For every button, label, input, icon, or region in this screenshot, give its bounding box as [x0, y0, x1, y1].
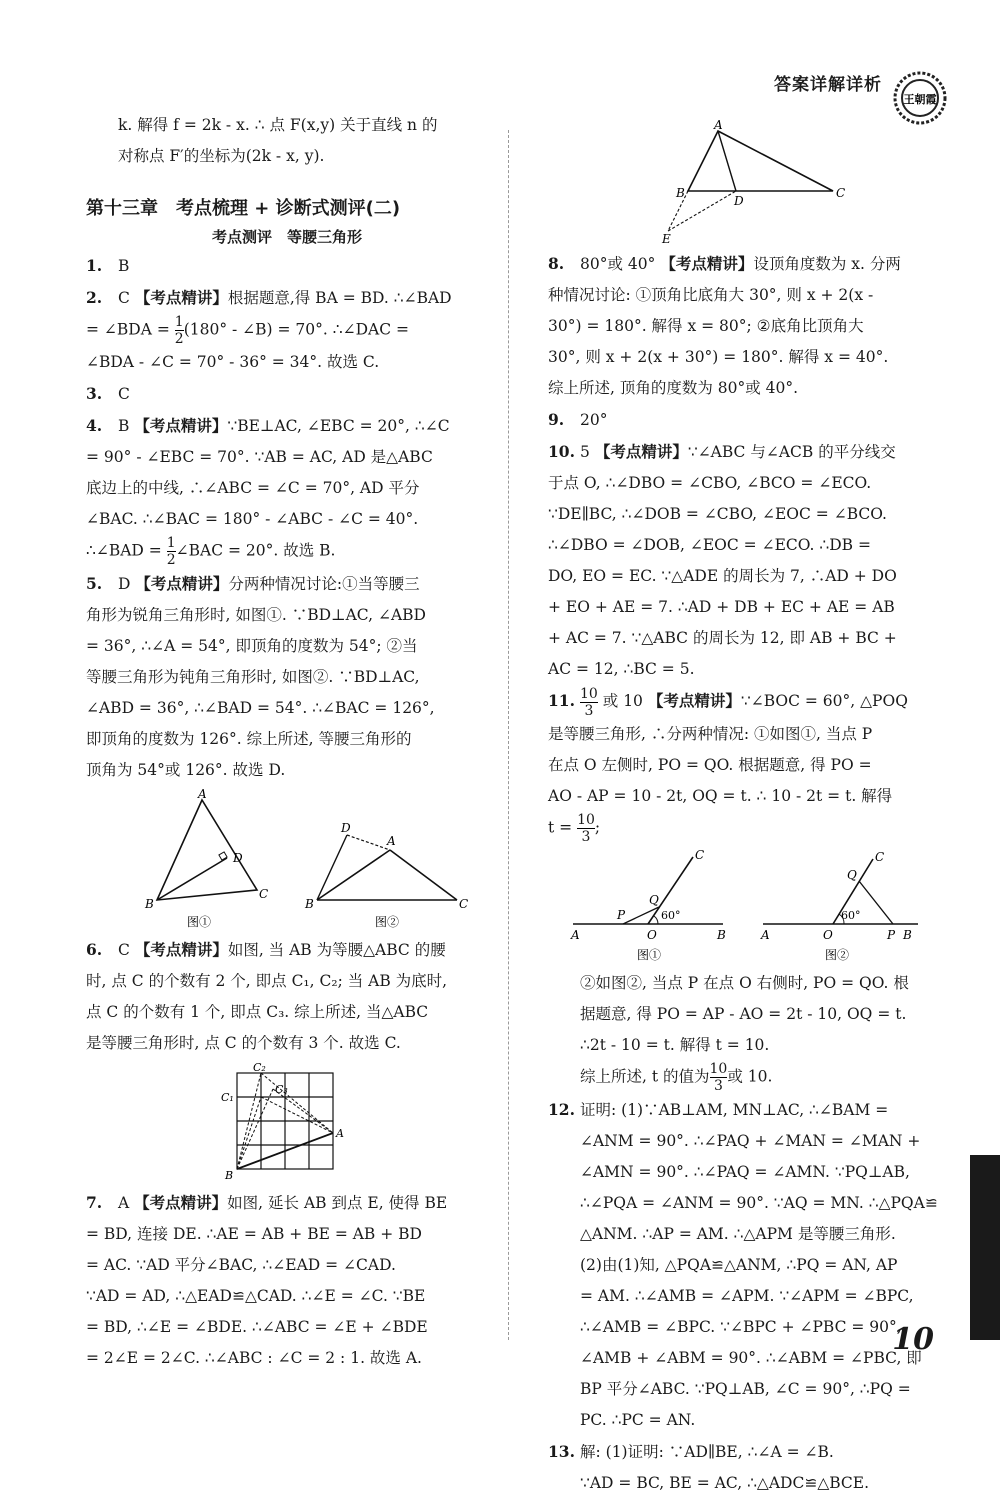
- answer-9: 9. 20°: [548, 410, 608, 429]
- answer-10: 10. 5 【考点精讲】∵∠ABC 与∠ACB 的平分线交 于点 O, ∴∠DBO = ∠CBO, ∠BCO = ∠ECO. ∵DE∥BC, ∴∠DOB = ∠CBO, ∠EOC = ∠BCO. ∴∠DBO = ∠DOB, ∠EOC = ∠ECO. ∴DB = DO, EO = EC. ∵△ADE 的周长为 7, ∴AD + DO + EO + AE = 7. ∴AD + DB + EC + AE = AB + AC = 7. ∵△ABC 的周长为 12, 即 AB + BC + AC = 12, ∴BC = 5.: [548, 442, 897, 678]
- svg-text:Q: Q: [847, 867, 857, 882]
- svg-text:C: C: [875, 849, 885, 864]
- answer-11-continued: ②如图②, 当点 P 在点 O 右侧时, PO = QO. 根 据题意, 得 PO = AP - AO = 2t - 10, OQ = t. ∴2t - 10 = t. 解得 t = 10. 综上所述, t 的值为 $\frac{10}{3}$ 或 10.: [580, 973, 909, 1094]
- svg-text:D: D: [341, 821, 351, 835]
- left-column: [86, 110, 488, 1374]
- answer-5: 5. D 【考点精讲】分两种情况讨论:①当等腰三 角形为锐角三角形时, 如图①. ∵BD⊥AC, ∠ABD = 36°, ∴∠A = 54°, 即顶角的度数为 54°; ②当 等腰三角形为钝角三角形时, 如图②. ∵BD⊥AC, ∠ABD = 36°, ∴∠BAD = 54°. ∴∠BAC = 126°, 即顶角的度数为 126°. 综上所述, 等腰三角形的 顶角为 54°或 126°. 故选 D.: [86, 574, 435, 779]
- header-title: 答案详解详析: [774, 75, 882, 95]
- figure-q11: [563, 849, 933, 964]
- svg-text:A: A: [571, 927, 580, 942]
- svg-text:A: A: [714, 118, 723, 132]
- answer-11: 11. $\frac{10}{3}$ 或 10 【考点精讲】∵∠BOC = 60°, △POQ 是等腰三角形, ∴分两种情况: ①如图①, 当点 P 在点 O 左侧时, PO = QO. 根据题意, 得 PO = AO - AP = 10 - 2t, OQ = t. ∴ 10 - 2t = t. 解得 t = $\frac{10}{3}$ ;: [548, 685, 908, 845]
- answer-8: 8. 80°或 40° 【考点精讲】设顶角度数为 x. 分两 种情况讨论: ①顶角比底角大 30°, 则 x + 2(x - 30°) = 180°. 解得 x = 80°; ②底角比顶角大 30°, 则 x + 2(x + 30°) = 180°. 解得 x = 40°. 综上所述, 顶角的度数为 80°或 40°.: [548, 254, 901, 397]
- svg-text:B: B: [717, 927, 726, 942]
- svg-text:C: C: [459, 897, 469, 911]
- chapter-title: 第十三章 考点梳理 + 诊断式测评(二): [86, 198, 401, 219]
- svg-text:P: P: [617, 907, 626, 922]
- svg-text:C: C: [259, 887, 269, 901]
- page-number: 10: [892, 1322, 934, 1357]
- svg-text:图①: 图①: [637, 947, 662, 962]
- svg-text:D: D: [233, 851, 243, 865]
- svg-text:C: C: [836, 186, 846, 200]
- svg-text:O: O: [647, 927, 657, 942]
- page-edge-tab: [970, 1155, 1000, 1340]
- svg-text:B: B: [225, 1169, 234, 1182]
- answer-1: 1. B: [86, 256, 130, 275]
- svg-text:图②: 图②: [375, 915, 400, 929]
- svg-text:A: A: [336, 1127, 344, 1140]
- answer-13: 13. 解: (1)证明: ∵AD∥BE, ∴∠A = ∠B. ∵AD = BC, BE = AC, ∴△ADC≌△BCE.: [548, 1441, 870, 1492]
- svg-text:C₂: C₂: [253, 1061, 266, 1074]
- svg-text:C: C: [695, 847, 705, 862]
- section-subtitle: 考点测评 等腰三角形: [211, 228, 362, 246]
- svg-text:图①: 图①: [187, 915, 212, 929]
- svg-text:C₃: C₃: [275, 1083, 288, 1096]
- svg-text:C₁: C₁: [221, 1091, 234, 1104]
- svg-text:A: A: [761, 927, 770, 942]
- svg-text:B: B: [676, 186, 685, 200]
- figure-q5: [107, 787, 469, 930]
- answer-4: 4. B 【考点精讲】∵BE⊥AC, ∠EBC = 20°, ∴∠C = 90° - ∠EBC = 70°. ∵AB = AC, AD 是△ABC 底边上的中线, ∴∠ABC = ∠C = 70°, AD 平分 ∠BAC. ∴∠BAC = 180° - ∠ABC - ∠C = 40°. ∴∠BAD = $\frac{1}{2}$ ∠BAC = 20°. 故选 B.: [86, 416, 450, 568]
- svg-text:P: P: [887, 927, 896, 942]
- svg-text:60°: 60°: [661, 908, 681, 922]
- intro-line-2: 对称点 F′的坐标为(2k - x, y).: [118, 147, 325, 165]
- svg-text:O: O: [823, 927, 833, 942]
- svg-text:B: B: [903, 927, 912, 942]
- answer-3: 3. C: [86, 384, 130, 403]
- svg-text:图②: 图②: [825, 947, 850, 962]
- column-divider: [508, 130, 509, 1340]
- answer-6: 6. C 【考点精讲】如图, 当 AB 为等腰△ABC 的腰 时, 点 C 的个数有 2 个, 即点 C₁, C₂; 当 AB 为底时, 点 C 的个数有 1 个, 即点 C₃. 综上所述, 当△ABC 是等腰三角形时, 点 C 的个数有 3 个. 故选 C.: [86, 940, 448, 1052]
- right-column: [548, 115, 948, 1499]
- svg-text:60°: 60°: [841, 908, 861, 922]
- svg-text:D: D: [734, 194, 744, 208]
- intro-line-1: k. 解得 f = 2k - x. ∴ 点 F(x,y) 关于直线 n 的: [118, 116, 438, 134]
- svg-text:B: B: [305, 897, 314, 911]
- answer-2: 2. C 【考点精讲】根据题意,得 BA = BD. ∴∠BAD = ∠BDA = $\frac{1}{2}$ (180° - ∠B) = 70°. ∴∠DAC = ∠BDA - ∠C = 70° - 36° = 34°. 故选 C.: [86, 288, 452, 371]
- figure-q6-grid: [217, 1063, 357, 1183]
- svg-text:B: B: [145, 897, 154, 911]
- answer-12: 12. 证明: (1)∵AB⊥AM, MN⊥AC, ∴∠BAM = ∠ANM = 90°. ∴∠PAQ + ∠MAN = ∠MAN + ∠AMN = 90°. ∴∠PAQ = ∠AMN. ∵PQ⊥AB, ∴∠PQA = ∠ANM = 90°. ∵AQ = MN. ∴△PQA≌ △ANM. ∴AP = AM. ∴△APM 是等腰三角形. (2)由(1)知, △PQA≌△ANM, ∴PQ = AN, AP = AM. ∴∠AMB = ∠APM. ∵∠APM = ∠BPC, ∴∠AMB = ∠BPC. ∵∠BPC + ∠PBC = 90°, ∠AMB + ∠ABM = 90°. ∴∠ABM = ∠PBC, 即 BP 平分∠ABC. ∵PQ⊥AB, ∠C = 90°, ∴PQ = PC. ∴PC = AN.: [548, 1099, 938, 1429]
- svg-text:王朝霞: 王朝霞: [903, 93, 937, 106]
- figure-q7: [618, 119, 878, 244]
- svg-text:A: A: [198, 787, 207, 801]
- svg-text:Q: Q: [649, 892, 659, 907]
- answer-7: 7. A 【考点精讲】如图, 延长 AB 到点 E, 使得 BE = BD, 连接 DE. ∴AE = AB + BE = AB + BD = AC. ∵AD 平分∠BAC, ∴∠EAD = ∠CAD. ∵AD = AD, ∴△EAD≌△CAD. ∴∠E = ∠C. ∵BE = BD, ∴∠E = ∠BDE. ∴∠ABC = ∠E + ∠BDE = 2∠E = 2∠C. ∴∠ABC : ∠C = 2 : 1. 故选 A.: [86, 1193, 448, 1367]
- svg-text:E: E: [662, 232, 671, 246]
- svg-text:A: A: [387, 834, 396, 848]
